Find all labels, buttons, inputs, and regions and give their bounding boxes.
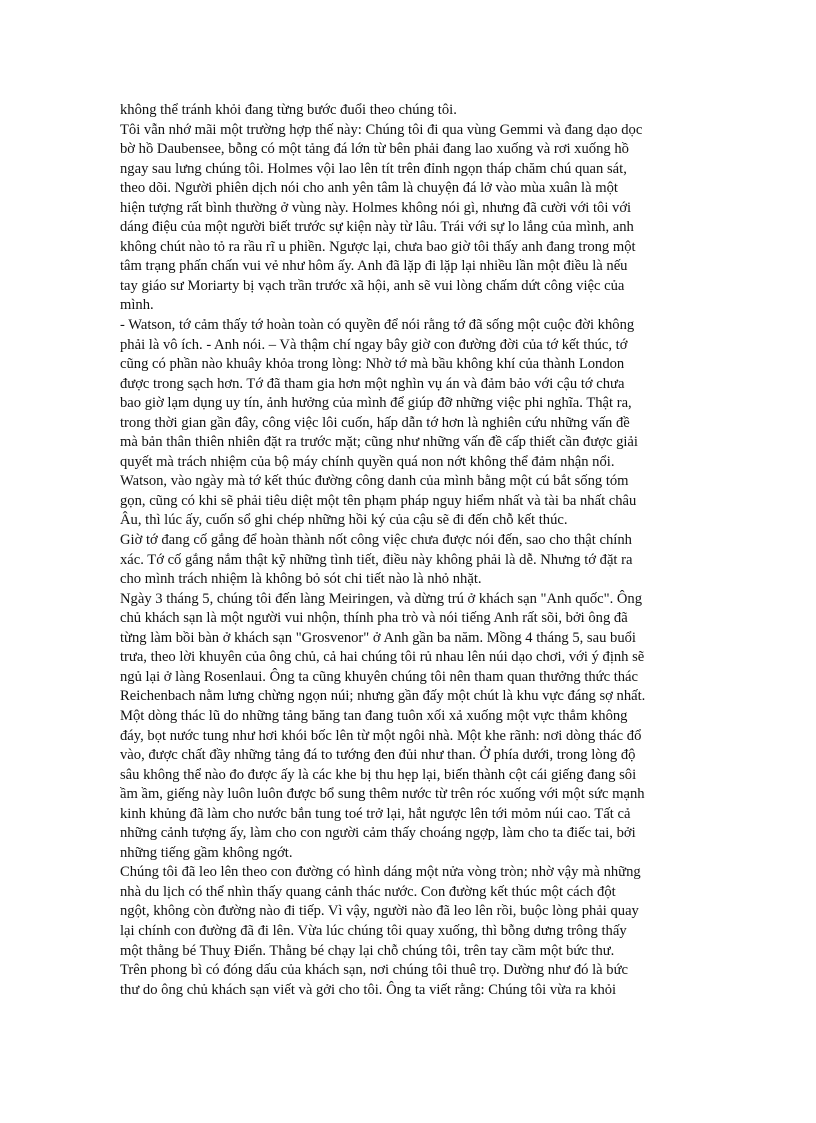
text-line: đáy, bọt nước tung như hơi khói bốc lên từ một ngôi nhà. Một khe rãnh: nơi dòng thác đổ [120, 727, 642, 744]
text-line: Trên phong bì có đóng dấu của khách sạn, nơi chúng tôi thuê trọ. Dường như đó là bức [120, 962, 628, 979]
text-line: những tiếng gầm không ngớt. [120, 844, 293, 861]
text-line: gọn, cũng có khi sẽ phải tiêu diệt một tên phạm pháp nguy hiểm nhất và tài ba nhất châu [120, 492, 637, 509]
text-line: Âu, thì lúc ấy, cuốn sổ ghi chép những hồi ký của cậu sẽ đi đến chỗ kết thúc. [120, 512, 568, 529]
text-line: cũng có phần nào khuây khỏa trong lòng: Nhờ tớ mà bầu không khí của thành London [120, 356, 625, 373]
text-line: trưa, theo lời khuyên của ông chủ, cả hai chúng tôi rủ nhau lên núi dạo chơi, với ý định sẽ [120, 649, 645, 666]
text-line: quyết mà trách nhiệm của bộ máy chính quyền quá non nớt không thể đảm nhận nổi. [120, 453, 615, 470]
text-line: thư do ông chủ khách sạn viết và gởi cho tôi. Ông ta viết rằng: Chúng tôi vừa ra khỏi [120, 981, 617, 998]
text-line: dáng điệu của một người biết trước sự kiện này từ lâu. Trái với sự lo lắng của mình, anh [120, 219, 634, 236]
text-line: ầm ầm, giếng này luôn luôn được bổ sung thêm nước từ trên róc xuống với một sức mạnh [120, 786, 645, 803]
text-line: bao giờ lạm dụng uy tín, ảnh hưởng của mình để giúp đỡ những việc phi nghĩa. Thật ra, [120, 395, 632, 412]
text-line: bờ hồ Daubensee, bỗng có một tảng đá lớn từ bên phải đang lao xuống và rơi xuống hồ [120, 141, 629, 158]
text-line: mà bản thân thiên nhiên đặt ra trước mặt; cũng như những vấn đề cấp thiết cần được giải [120, 434, 638, 451]
text-line: ngủ lại ở làng Rosenlaui. Ông ta cũng khuyên chúng tôi nên tham quan thưởng thức thác [120, 668, 639, 685]
text-line: phải là vô ích. - Anh nói. – Và thậm chí ngay bây giờ con đường đời của tớ kết thúc, tớ [120, 336, 628, 353]
text-line: ngay sau lưng chúng tôi. Holmes vội lao lên tít trên đỉnh ngọn tháp chăm chú quan sát, [120, 160, 627, 177]
text-line: Ngày 3 tháng 5, chúng tôi đến làng Meiringen, và dừng trú ở khách sạn "Anh quốc". Ông [120, 590, 643, 607]
text-line: lại chính con đường đã đi lên. Vừa lúc chúng tôi quay xuống, thì bỗng dưng trông thấy [120, 922, 627, 939]
text-line: mình. [120, 297, 154, 314]
text-line: được trong sạch hơn. Tớ đã tham gia hơn một nghìn vụ án và đảm bảo với cậu tớ chưa [120, 375, 625, 392]
text-line: kinh khủng đã làm cho nước bắn tung toé trở lại, hắt ngược lên tới mỏm núi cao. Tất cả [120, 805, 631, 822]
body-text [120, 101, 696, 1000]
text-line: hiện tượng rất bình thường ở vùng này. Holmes không nói gì, nhưng đã cười với tôi với [120, 199, 632, 216]
text-line: từng làm bồi bàn ở khách sạn "Grosvenor" ở Anh gần ba năm. Mồng 4 tháng 5, sau buổi [120, 629, 636, 646]
text-line: sâu không thể nào đo được ấy là các khe bị thu hẹp lại, biến thành cột cái giếng đang sôi [120, 766, 637, 783]
text-line: Watson, vào ngày mà tớ kết thúc đường công danh của mình bằng một cú bắt sống tóm [120, 473, 629, 490]
text-line: trong thời gian gần đây, công việc lôi cuốn, hấp dẫn tớ hơn là nghiên cứu những vấn đề [120, 414, 630, 431]
text-line: Reichenbach nằm lưng chừng ngọn núi; nhưng gần đấy một chút là khu vực đáng sợ nhất. [120, 688, 646, 705]
text-line: Tôi vẫn nhớ mãi một trường hợp thế này: Chúng tôi đi qua vùng Gemmi và đang dạo dọc [120, 121, 643, 138]
text-line: tâm trạng phấn chấn vui vẻ như hôm ấy. Anh đã lặp đi lặp lại nhiều lần một điều là nếu [120, 258, 628, 275]
text-line: nhà du lịch có thể nhìn thấy quang cảnh thác nước. Con đường kết thúc một cách đột [120, 883, 616, 900]
text-line: cho mình trách nhiệm là không bỏ sót chi tiết nào là nhỏ nhặt. [120, 571, 482, 588]
text-line: Chúng tôi đã leo lên theo con đường có hình dáng một nửa vòng tròn; nhờ vậy mà những [120, 864, 641, 881]
text-line: tay giáo sư Moriarty bị vạch trần trước xã hội, anh sẽ vui lòng chấm dứt công việc của [120, 277, 625, 294]
text-line: không chút nào tỏ ra rầu rĩ u phiền. Ngược lại, chưa bao giờ tôi thấy anh đang trong một [120, 238, 636, 255]
text-line: theo dõi. Người phiên dịch nói cho anh yên tâm là chuyện đá lở vào mùa xuân là một [120, 180, 618, 197]
text-line: Một dòng thác lũ do những tảng băng tan đang tuôn xối xả xuống một vực thẳm không [120, 707, 628, 724]
text-line: một thằng bé Thuỵ Điển. Thằng bé chạy lại chỗ chúng tôi, trên tay cầm một bức thư. [120, 942, 615, 959]
text-line: không thể tránh khỏi đang từng bước đuổi theo chúng tôi. [120, 102, 457, 118]
text-line: những cảnh tượng ấy, làm cho con người cảm thấy choáng ngợp, làm cho ta điếc tai, bởi [120, 825, 636, 842]
text-line: vào, được chất đầy những tảng đá to tướng đen đủi như than. Ở phía dưới, trong lòng độ [120, 747, 636, 764]
text-line: chủ khách sạn là một người vui nhộn, thính pha trò và nói tiếng Anh rất sõi, bởi ông đã [120, 610, 628, 627]
text-line: ngột, không còn đường nào đi tiếp. Vì vậy, người nào đã leo lên rồi, buộc lòng phải quay [120, 903, 639, 920]
text-line: Giờ tớ đang cố gắng để hoàn thành nốt công việc chưa được nói đến, sao cho thật chính [120, 532, 632, 549]
text-line: xác. Tớ cố gắng nắm thật kỹ những tình tiết, điều này không phải là dễ. Nhưng tớ đặt ra [120, 551, 633, 568]
text-line: - Watson, tớ cảm thấy tớ hoàn toàn có quyền để nói rằng tớ đã sống một cuộc đời không [120, 317, 635, 334]
